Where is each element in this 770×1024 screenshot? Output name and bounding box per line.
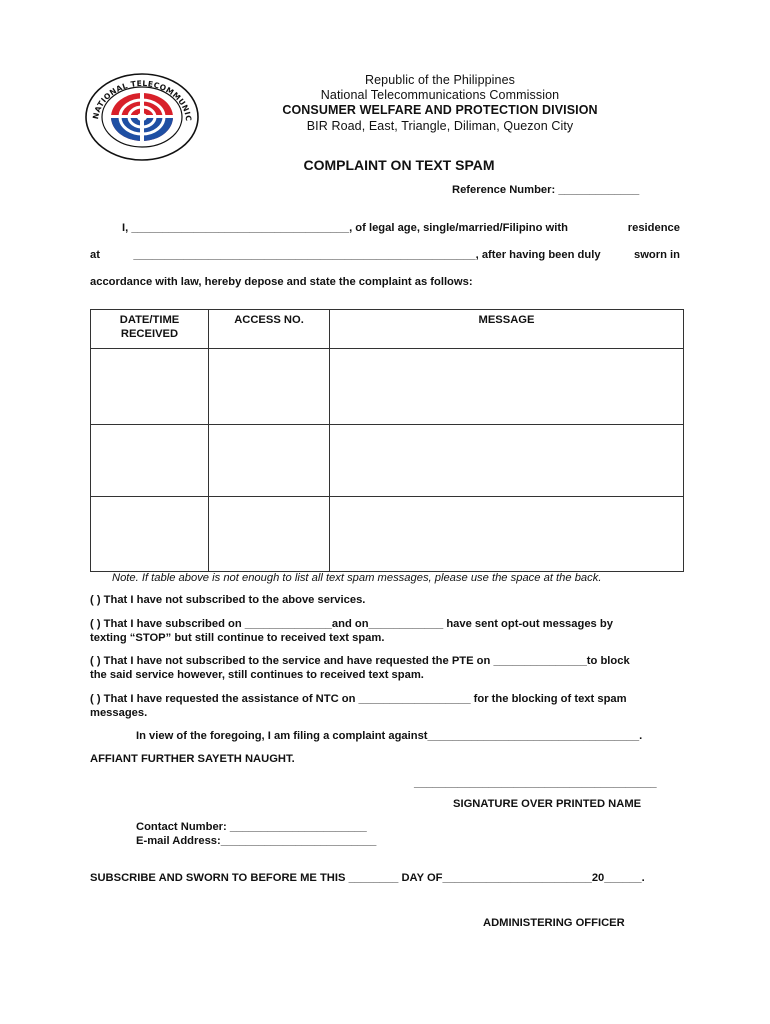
signature-label: SIGNATURE OVER PRINTED NAME [453,798,642,810]
datetime-cell[interactable] [91,425,209,497]
address-line: BIR Road, East, Triangle, Diliman, Quezon City [306,119,574,133]
email-address-field[interactable]: E-mail Address:_________________________ [136,835,377,847]
option-not-subscribed-above[interactable]: ( ) That I have not subscribed to the above services. [90,594,366,606]
intro-line-2: at _______________________________________________________, after having been duly sworn in [90,249,680,261]
complaint-against-field[interactable]: In view of the foregoing, I am filing a complaint against__________________________________. [136,730,643,742]
datetime-cell[interactable] [91,497,209,572]
message-cell[interactable] [330,349,684,425]
message-cell[interactable] [330,497,684,572]
column-header-message: MESSAGE [330,310,684,349]
intro-name-field[interactable]: I, ___________________________________, of legal age, single/married/Filipino with [122,222,568,234]
reference-number-field[interactable]: Reference Number: _____________ [452,184,640,196]
table-row [91,349,684,425]
access-no-cell[interactable] [209,497,330,572]
affiant-statement: AFFIANT FURTHER SAYETH NAUGHT. [90,753,295,765]
ntc-seal-logo [80,70,204,162]
country-line: Republic of the Philippines [364,73,515,87]
intro-line-1: I, ___________________________________, of legal age, single/married/Filipino with residence [122,222,680,234]
intro-residence-field[interactable]: _______________________________________________________, after having been duly [133,249,601,261]
datetime-cell[interactable] [91,349,209,425]
option-requested-pte-line2: the said service however, still continues to received text spam. [90,669,424,681]
column-header-access-no: ACCESS NO. [209,310,330,349]
table-row [91,497,684,572]
access-no-cell[interactable] [209,349,330,425]
division-line: CONSUMER WELFARE AND PROTECTION DIVISION [282,103,598,117]
option-requested-pte-line1[interactable]: ( ) That I have not subscribed to the service and have requested the PTE on _______________to block [90,655,630,667]
option-requested-ntc-line1[interactable]: ( ) That I have requested the assistance of NTC on __________________ for the blocking of text spam [90,693,627,705]
form-title: COMPLAINT ON TEXT SPAM [303,157,495,173]
contact-number-field[interactable]: Contact Number: ______________________ [136,821,367,833]
message-cell[interactable] [330,425,684,497]
table-header-row [91,310,684,349]
seal-target-icon [111,90,173,144]
agency-line: National Telecommunications Commission [320,88,560,102]
option-subscribed-opt-out-line2: texting “STOP” but still continue to received text spam. [90,632,385,644]
access-no-cell[interactable] [209,425,330,497]
option-subscribed-opt-out-line1[interactable]: ( ) That I have subscribed on ______________and on____________ have sent opt-out messages by [90,618,613,630]
administering-officer-label: ADMINISTERING OFFICER [483,917,625,929]
signature-line[interactable]: _______________________________________ [414,777,657,789]
column-header-datetime: DATE/TIME RECEIVED [91,310,209,349]
spam-messages-table [90,309,684,572]
table-note: Note. If table above is not enough to list all text spam messages, please use the space at the back. [112,572,602,584]
table-row [91,425,684,497]
intro-line-3: accordance with law, hereby depose and state the complaint as follows: [90,276,473,288]
option-requested-ntc-line2: messages. [90,707,148,719]
sworn-statement[interactable]: SUBSCRIBE AND SWORN TO BEFORE ME THIS ________ DAY OF________________________20______. [90,872,645,884]
seal-ring-text: NATIONAL TELECOMMUNIC [91,78,194,122]
